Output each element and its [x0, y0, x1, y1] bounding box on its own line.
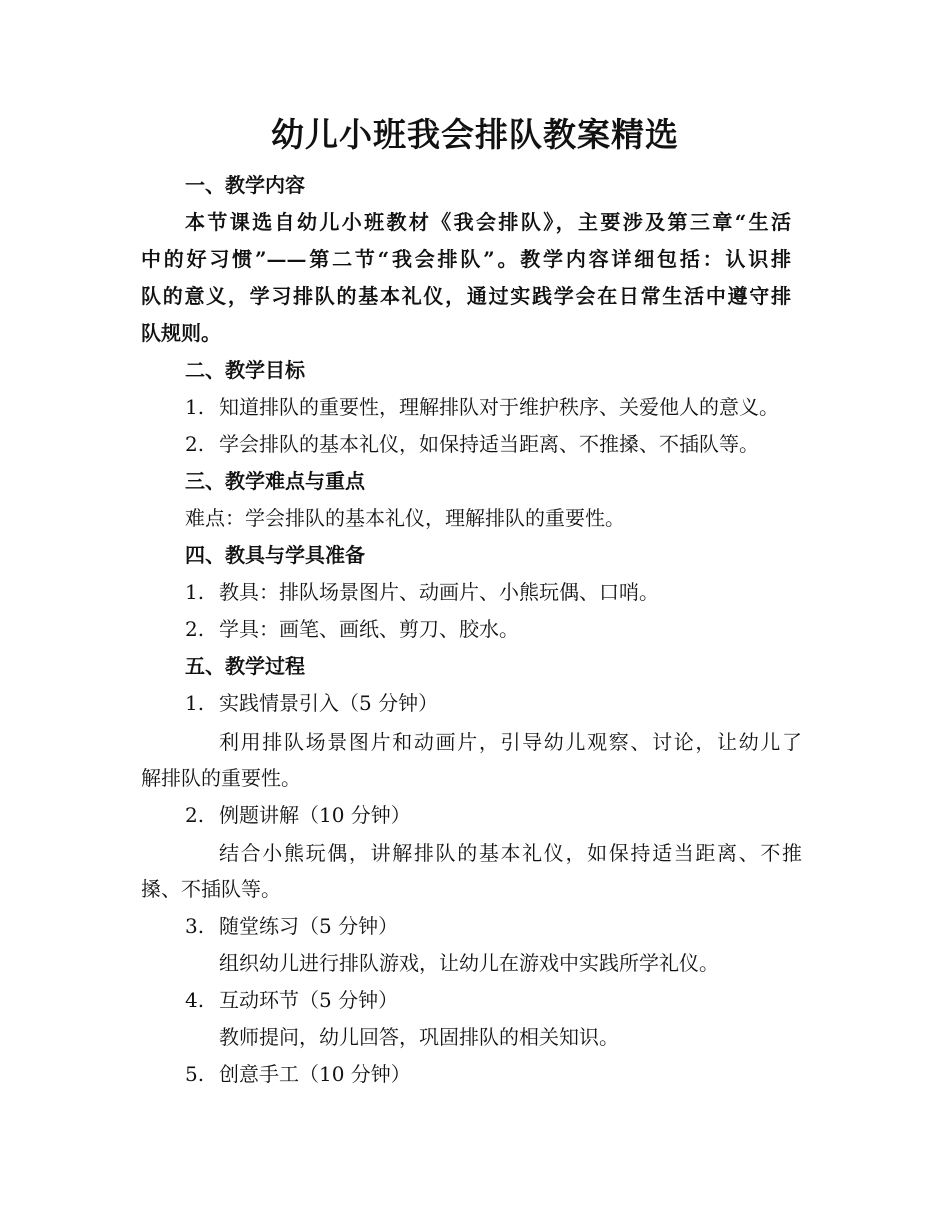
step-title	[185, 1059, 411, 1089]
step-label: 随堂练习（5 分钟）	[219, 914, 399, 938]
step-label: 互动环节（5 分钟）	[219, 988, 399, 1012]
list-item	[185, 392, 779, 422]
list-item	[185, 429, 759, 459]
list-item	[185, 577, 659, 607]
step-description-line: 利用排队场景图片和动画片，引导幼儿观察、讨论，让幼儿了	[219, 730, 802, 754]
step-number: 3.	[185, 914, 205, 938]
step-number: 2.	[185, 803, 205, 827]
list-text: 知道排队的重要性，理解排队对于维护秩序、关爱他人的意义。	[219, 395, 779, 419]
paragraph-line: 难点：学会排队的基本礼仪，理解排队的重要性。	[185, 506, 625, 530]
list-number: 1.	[185, 395, 205, 419]
section-heading-goals: 二、教学目标	[185, 358, 305, 382]
step-description-line: 结合小熊玩偶，讲解排队的基本礼仪，如保持适当距离、不推	[219, 841, 802, 865]
paragraph-line: 中的好习惯”——第二节“我会排队”。教学内容详细包括：认识排	[141, 247, 791, 271]
list-text: 教具：排队场景图片、动画片、小熊玩偶、口哨。	[219, 580, 659, 604]
section-heading-difficulties: 三、教学难点与重点	[185, 469, 365, 493]
paragraph-line: 队的意义，学习排队的基本礼仪，通过实践学会在日常生活中遵守排	[141, 284, 791, 308]
section-heading-materials: 四、教具与学具准备	[185, 543, 365, 567]
step-label: 实践情景引入（5 分钟）	[219, 691, 439, 715]
list-item	[185, 614, 519, 644]
step-description-line: 教师提问，幼儿回答，巩固排队的相关知识。	[219, 1025, 619, 1049]
step-label: 创意手工（10 分钟）	[219, 1062, 411, 1086]
step-description-line: 解排队的重要性。	[141, 766, 301, 790]
step-title	[185, 688, 438, 718]
document-title: 幼儿小班我会排队教案精选	[271, 115, 679, 154]
list-number: 1.	[185, 580, 205, 604]
step-description-line: 组织幼儿进行排队游戏，让幼儿在游戏中实践所学礼仪。	[219, 951, 719, 975]
list-text: 学会排队的基本礼仪，如保持适当距离、不推搡、不插队等。	[219, 432, 759, 456]
step-description-line: 搡、不插队等。	[141, 877, 281, 901]
step-label: 例题讲解（10 分钟）	[219, 803, 411, 827]
step-title	[185, 985, 398, 1015]
list-number: 2.	[185, 432, 205, 456]
paragraph-line: 队规则。	[141, 321, 221, 345]
paragraph-line: 本节课选自幼儿小班教材《我会排队》，主要涉及第三章“生活	[185, 210, 791, 234]
step-title	[185, 911, 398, 941]
step-number: 4.	[185, 988, 205, 1012]
section-heading-content: 一、教学内容	[185, 173, 305, 197]
step-number: 5.	[185, 1062, 205, 1086]
list-number: 2.	[185, 617, 205, 641]
step-title	[185, 800, 411, 830]
section-heading-process: 五、教学过程	[185, 654, 305, 678]
step-number: 1.	[185, 691, 205, 715]
list-text: 学具：画笔、画纸、剪刀、胶水。	[219, 617, 519, 641]
